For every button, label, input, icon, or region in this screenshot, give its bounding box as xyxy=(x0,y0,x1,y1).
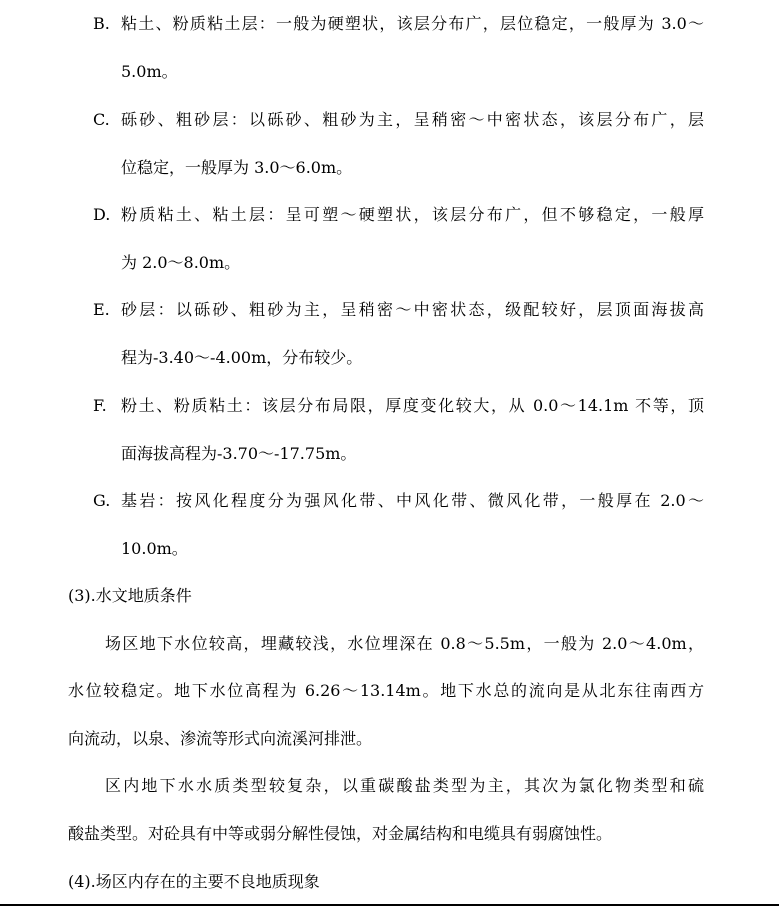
page-bottom-rule xyxy=(0,904,779,906)
section-3-heading: (3).水文地质条件 xyxy=(68,586,192,605)
item-f-letter: F. xyxy=(93,396,107,415)
section-3-para2-line1: 区内地下水水质类型较复杂，以重碳酸盐类型为主，其次为氯化物类型和硫 xyxy=(105,776,704,795)
item-d-line2: 为 2.0～8.0m。 xyxy=(121,253,241,272)
item-g-letter: G. xyxy=(93,491,111,510)
item-g-line2: 10.0m。 xyxy=(121,539,188,558)
section-3-para1-line1: 场区地下水位较高，埋藏较浅，水位埋深在 0.8～5.5m，一般为 2.0～4.0m， xyxy=(105,634,704,653)
item-g-line1: 基岩：按风化程度分为强风化带、中风化带、微风化带，一般厚在 2.0～ xyxy=(121,491,704,510)
section-3-para2-line2: 酸盐类型。对砼具有中等或弱分解性侵蚀，对金属结构和电缆具有弱腐蚀性。 xyxy=(68,824,613,843)
item-d-line1: 粉质粘土、粘土层：呈可塑～硬塑状，该层分布广，但不够稳定，一般厚 xyxy=(121,205,704,224)
item-e-line2: 程为-3.40～-4.00m，分布较少。 xyxy=(121,348,363,367)
item-c-line1: 砾砂、粗砂层：以砾砂、粗砂为主，呈稍密～中密状态，该层分布广，层 xyxy=(121,110,704,129)
item-c-letter: C. xyxy=(93,110,110,129)
section-4-heading: (4).场区内存在的主要不良地质现象 xyxy=(68,872,320,891)
section-3-para1-line2: 水位较稳定。地下水位高程为 6.26～13.14m。地下水总的流向是从北东往南西方 xyxy=(68,681,704,700)
section-3-para1-line3: 向流动，以泉、渗流等形式向流溪河排泄。 xyxy=(68,729,373,748)
item-b-line1: 粘土、粉质粘土层：一般为硬塑状，该层分布广，层位稳定，一般厚为 3.0～ xyxy=(121,14,704,33)
item-c-line2: 位稳定，一般厚为 3.0～6.0m。 xyxy=(121,158,353,177)
item-f-line2: 面海拔高程为-3.70～-17.75m。 xyxy=(121,444,357,463)
item-d-letter: D. xyxy=(93,205,111,224)
item-e-line1: 砂层：以砾砂、粗砂为主，呈稍密～中密状态，级配较好，层顶面海拔高 xyxy=(121,300,704,319)
item-f-line1: 粉土、粉质粘土：该层分布局限，厚度变化较大，从 0.0～14.1m 不等，顶 xyxy=(121,396,704,415)
item-e-letter: E. xyxy=(93,300,110,319)
item-b-line2: 5.0m。 xyxy=(121,62,178,81)
item-b-letter: B. xyxy=(93,14,110,33)
